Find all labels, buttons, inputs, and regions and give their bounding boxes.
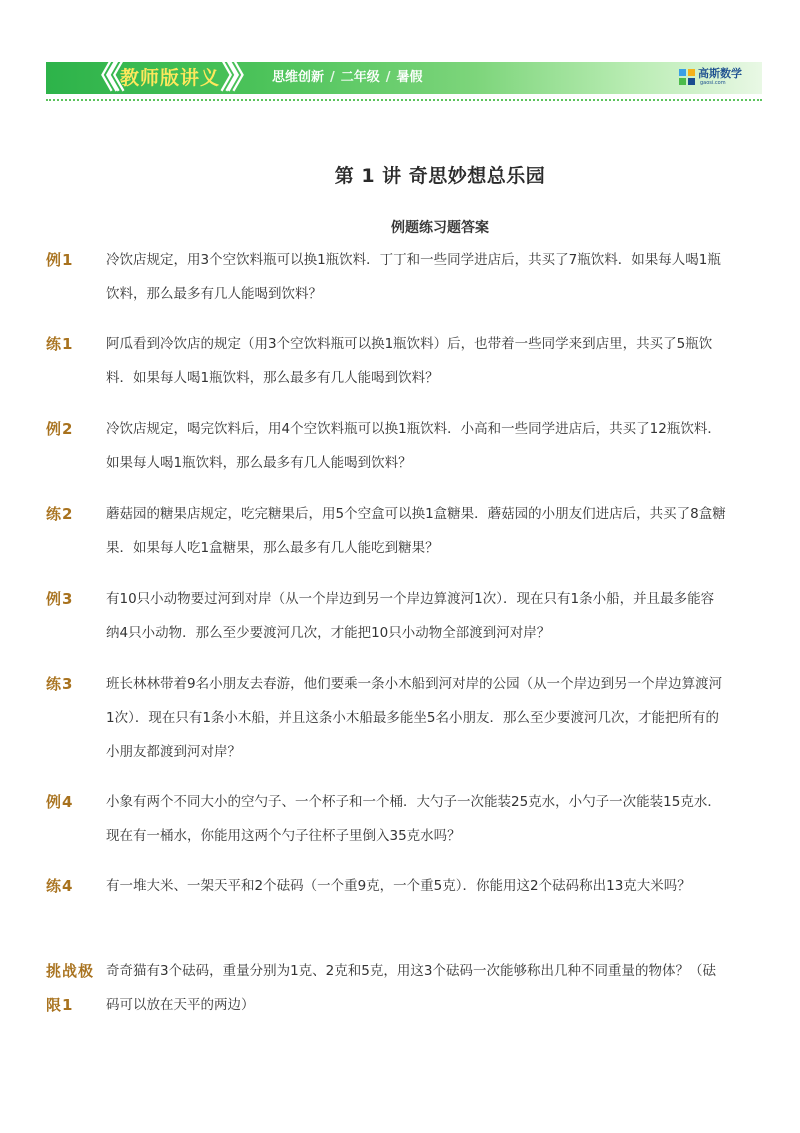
lecture-title: 第 1 讲 奇思妙想总乐园	[334, 165, 546, 187]
subtitle-separator: /	[385, 70, 391, 85]
header-banner	[46, 57, 762, 97]
problem-text: 小象有两个不同大小的空勺子、一个杯子和一个桶．大勺子一次能装25克水，小勺子一次能装15克水．现在有一桶水，你能用这两个勺子往杯子里倒入35克水吗？	[106, 794, 721, 844]
problem-text: 班长林林带着9名小朋友去春游，他们要乘一条小木船到河对岸的公园（从一个岸边到另一个岸边算渡河1次）．现在只有1条小木船，并且这条小木船最多能坐5名小朋友．那么至少要渡河几次，才能把所有的小朋友都渡到河对岸？	[106, 676, 723, 760]
logo-text: 高斯数学	[698, 67, 742, 80]
subtitle-part-grade: 二年级	[340, 70, 380, 85]
subtitle-separator: /	[330, 70, 335, 85]
problem-text: 有一堆大米、一架天平和2个砝码（一个重9克，一个重5克）．你能用这2个砝码称出13克大米吗？	[106, 878, 691, 894]
header-title: 教师版讲义	[120, 67, 221, 89]
problem-label: 例3	[46, 590, 74, 608]
header-dotted-divider	[46, 99, 762, 101]
subtitle-part-thinking: 思维创新	[272, 70, 325, 85]
logo-mark-icon	[678, 68, 696, 86]
chevron-right-icon: 》》	[220, 57, 251, 97]
problem-label: 练3	[46, 675, 74, 693]
brand-logo	[678, 66, 750, 90]
header-subtitle	[272, 68, 423, 88]
problem-text: 奇奇猫有3个砝码，重量分别为1克、2克和5克，用这3个砝码一次能够称出几种不同重量的物体？（砝码可以放在天平的两边）	[106, 963, 716, 1013]
problem-label: 例1	[46, 251, 74, 269]
problem-label: 挑战极限1	[46, 962, 95, 1014]
problem-text: 蘑菇园的糖果店规定，吃完糖果后，用5个空盒可以换1盒糖果．蘑菇园的小朋友们进店后，共买了8盒糖果．如果每人吃1盒糖果，那么最多有几人能吃到糖果？	[106, 506, 726, 556]
problem-text: 有10只小动物要过河到对岸（从一个岸边到另一个岸边算渡河1次）．现在只有1条小船，并且最多能容纳4只小动物．那么至少要渡河几次，才能把10只小动物全部渡到河对岸？	[106, 591, 715, 641]
problem-label: 练1	[46, 335, 74, 353]
problem-text: 冷饮店规定，喝完饮料后，用4个空饮料瓶可以换1瓶饮料．小高和一些同学进店后，共买了12瓶饮料．如果每人喝1瓶饮料，那么最多有几人能喝到饮料？	[106, 421, 721, 471]
chevron-left-icon: 《《	[84, 57, 115, 97]
problem-text: 阿瓜看到冷饮店的规定（用3个空饮料瓶可以换1瓶饮料）后，也带着一些同学来到店里，共买了5瓶饮料．如果每人喝1瓶饮料，那么最多有几人能喝到饮料？	[106, 336, 713, 386]
problem-label: 练2	[46, 505, 74, 523]
problem-text: 冷饮店规定，用3个空饮料瓶可以换1瓶饮料．丁丁和一些同学进店后，共买了7瓶饮料．如果每人喝1瓶饮料，那么最多有几人能喝到饮料？	[106, 252, 721, 302]
section-subtitle: 例题练习题答案	[391, 220, 489, 236]
problem-label: 例2	[46, 420, 74, 438]
problem-label: 练4	[46, 877, 74, 895]
problem-label: 例4	[46, 793, 74, 811]
subtitle-part-term: 暑假	[396, 70, 423, 85]
logo-url: gaosi.com	[700, 80, 726, 86]
